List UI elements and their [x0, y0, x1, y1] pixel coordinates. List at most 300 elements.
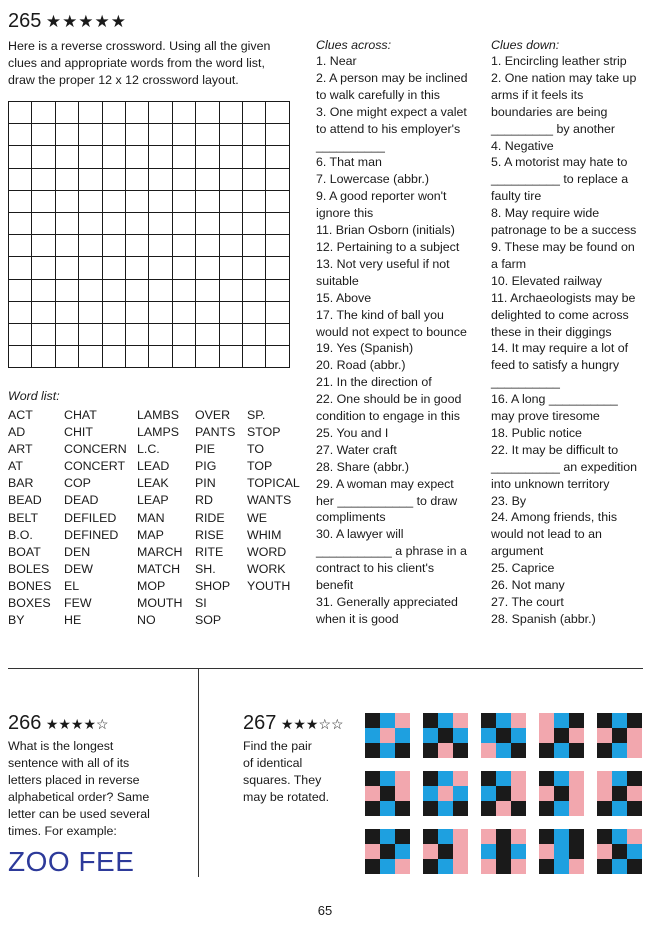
grid-cell[interactable] — [102, 124, 125, 146]
grid-cell[interactable] — [102, 279, 125, 301]
pattern-square[interactable] — [423, 713, 468, 758]
pattern-square[interactable] — [423, 771, 468, 816]
grid-cell[interactable] — [32, 279, 55, 301]
grid-cell[interactable] — [79, 323, 102, 345]
grid-cell[interactable] — [9, 212, 32, 234]
clue-item: 22. It may be difficult to __________ an expedition into unknown territory — [491, 442, 638, 491]
grid-cell[interactable] — [242, 190, 265, 212]
pattern-square[interactable] — [539, 713, 584, 758]
pattern-square[interactable] — [481, 713, 526, 758]
pattern-cell — [423, 771, 438, 786]
grid-cell[interactable] — [266, 146, 289, 168]
clue-item: 2. A person may be inclined to walk carefully in this — [316, 70, 468, 102]
grid-cell[interactable] — [242, 102, 265, 124]
clue-item: 24. Among friends, this would not lead to an argument — [491, 510, 618, 559]
grid-cell[interactable] — [9, 301, 32, 323]
word-list-item: BOAT — [8, 544, 41, 559]
grid-cell[interactable] — [196, 301, 219, 323]
pattern-cell — [539, 829, 554, 844]
pattern-cell — [481, 728, 496, 743]
pattern-square[interactable] — [539, 771, 584, 816]
pattern-cell — [511, 859, 526, 874]
word-list-item: FEW — [64, 596, 92, 611]
grid-cell[interactable] — [219, 146, 242, 168]
pattern-cell — [496, 743, 511, 758]
grid-cell[interactable] — [266, 124, 289, 146]
grid-cell[interactable] — [55, 212, 78, 234]
word-list-item: AD — [8, 425, 26, 440]
grid-cell[interactable] — [125, 146, 148, 168]
clue-item: 27. Water craft — [316, 442, 397, 457]
pattern-cell — [380, 713, 395, 728]
grid-cell[interactable] — [172, 146, 195, 168]
puzzle-266-header — [8, 712, 109, 735]
grid-cell[interactable] — [55, 279, 78, 301]
pattern-cell — [539, 844, 554, 859]
grid-cell[interactable] — [149, 235, 172, 257]
grid-cell[interactable] — [125, 190, 148, 212]
word-list-item: CONCERT — [64, 459, 126, 474]
pattern-cell — [423, 829, 438, 844]
grid-cell[interactable] — [9, 190, 32, 212]
clue-item: 28. Spanish (abbr.) — [491, 611, 596, 626]
grid-cell[interactable] — [172, 346, 195, 368]
grid-cell[interactable] — [172, 102, 195, 124]
pattern-square[interactable] — [365, 829, 410, 874]
pattern-cell — [438, 844, 453, 859]
pattern-cell — [539, 713, 554, 728]
grid-cell[interactable] — [55, 124, 78, 146]
grid-cell[interactable] — [102, 257, 125, 279]
grid-cell[interactable] — [219, 279, 242, 301]
pattern-cell — [395, 713, 410, 728]
clue-item: 3. One might expect a valet to attend to his employer's __________ — [316, 104, 467, 153]
grid-cell[interactable] — [32, 124, 55, 146]
word-list-item: COP — [64, 476, 91, 491]
word-list-column — [64, 407, 127, 629]
grid-cell[interactable] — [196, 323, 219, 345]
grid-cell[interactable] — [125, 102, 148, 124]
grid-cell[interactable] — [9, 323, 32, 345]
grid-cell[interactable] — [102, 190, 125, 212]
clue-item: 9. These may be found on a farm — [491, 239, 635, 271]
word-list-item: AT — [8, 459, 23, 474]
word-list-item: RITE — [195, 544, 224, 559]
grid-cell[interactable] — [219, 257, 242, 279]
grid-cell[interactable] — [196, 212, 219, 234]
clue-item: 6. That man — [316, 155, 382, 170]
grid-cell[interactable] — [242, 235, 265, 257]
grid-cell[interactable] — [9, 235, 32, 257]
puzzle-266-rating: ★★★★☆ — [45, 716, 109, 732]
word-list-item: MARCH — [137, 544, 183, 559]
grid-cell[interactable] — [242, 212, 265, 234]
pattern-square[interactable] — [365, 771, 410, 816]
pattern-cell — [554, 713, 569, 728]
grid-cell[interactable] — [242, 279, 265, 301]
pattern-cell — [438, 801, 453, 816]
grid-cell[interactable] — [172, 190, 195, 212]
grid-cell[interactable] — [196, 279, 219, 301]
pattern-cell — [627, 728, 642, 743]
word-list-item: CHIT — [64, 425, 93, 440]
pattern-cell — [612, 743, 627, 758]
pattern-cell — [612, 771, 627, 786]
grid-cell[interactable] — [102, 168, 125, 190]
text-line: Find the pair — [243, 739, 312, 753]
grid-cell[interactable] — [32, 323, 55, 345]
grid-cell[interactable] — [102, 102, 125, 124]
grid-cell[interactable] — [9, 146, 32, 168]
word-list-item: LEAP — [137, 493, 169, 508]
word-list-item: LAMPS — [137, 425, 180, 440]
grid-cell[interactable] — [102, 235, 125, 257]
pattern-square[interactable] — [539, 829, 584, 874]
grid-cell[interactable] — [55, 257, 78, 279]
pattern-cell — [365, 801, 380, 816]
word-list-item: ACT — [8, 408, 33, 422]
word-list-item: PANTS — [195, 425, 236, 440]
grid-cell[interactable] — [266, 279, 289, 301]
grid-cell[interactable] — [9, 102, 32, 124]
pattern-cell — [511, 844, 526, 859]
grid-cell[interactable] — [149, 346, 172, 368]
pattern-cell — [597, 743, 612, 758]
pattern-cell — [554, 743, 569, 758]
pattern-cell — [597, 771, 612, 786]
pattern-cell — [395, 786, 410, 801]
grid-row — [9, 212, 290, 234]
grid-cell[interactable] — [79, 146, 102, 168]
pattern-cell — [453, 801, 468, 816]
pattern-square[interactable] — [597, 713, 642, 758]
puzzle-267-text — [243, 738, 358, 806]
clue-item: 25. Caprice — [491, 561, 555, 576]
grid-cell[interactable] — [125, 323, 148, 345]
pattern-square[interactable] — [423, 829, 468, 874]
word-list-item: WORK — [247, 561, 286, 576]
grid-cell[interactable] — [172, 301, 195, 323]
grid-cell[interactable] — [32, 257, 55, 279]
grid-cell[interactable] — [219, 323, 242, 345]
pattern-cell — [627, 844, 642, 859]
word-list-item: BELT — [8, 510, 39, 525]
pattern-cell — [554, 771, 569, 786]
clue-item: 1. Near — [316, 54, 357, 68]
word-list-item: SH. — [195, 561, 216, 576]
grid-cell[interactable] — [219, 212, 242, 234]
grid-cell[interactable] — [9, 346, 32, 368]
grid-cell[interactable] — [172, 124, 195, 146]
pattern-cell — [597, 713, 612, 728]
grid-cell[interactable] — [79, 279, 102, 301]
pattern-cell — [380, 801, 395, 816]
grid-cell[interactable] — [172, 168, 195, 190]
grid-cell[interactable] — [196, 346, 219, 368]
grid-cell[interactable] — [149, 323, 172, 345]
grid-cell[interactable] — [266, 102, 289, 124]
pattern-cell — [453, 844, 468, 859]
grid-cell[interactable] — [242, 168, 265, 190]
grid-cell[interactable] — [9, 168, 32, 190]
grid-cell[interactable] — [172, 235, 195, 257]
pattern-cell — [612, 829, 627, 844]
grid-cell[interactable] — [219, 235, 242, 257]
pattern-cell — [453, 829, 468, 844]
grid-cell[interactable] — [79, 212, 102, 234]
clue-item: 15. Above — [316, 290, 372, 305]
grid-cell[interactable] — [149, 124, 172, 146]
word-list-item: BOXES — [8, 596, 51, 611]
grid-cell[interactable] — [79, 102, 102, 124]
grid-cell[interactable] — [266, 212, 289, 234]
grid-cell[interactable] — [9, 257, 32, 279]
grid-cell[interactable] — [266, 190, 289, 212]
grid-cell[interactable] — [79, 190, 102, 212]
word-list-item: TOPICAL — [247, 476, 300, 491]
intro-line: clues and appropriate words from the word list, — [8, 56, 265, 70]
pattern-cell — [395, 801, 410, 816]
grid-row — [9, 323, 290, 345]
pattern-cell — [453, 786, 468, 801]
grid-cell[interactable] — [266, 257, 289, 279]
word-list-item: RD — [195, 493, 213, 508]
clue-item: 30. A lawyer will ___________ a phrase in a contract to his client's benefit — [316, 527, 467, 593]
grid-cell[interactable] — [32, 235, 55, 257]
pattern-cell — [496, 713, 511, 728]
grid-cell[interactable] — [266, 323, 289, 345]
grid-cell[interactable] — [149, 279, 172, 301]
grid-cell[interactable] — [266, 346, 289, 368]
word-list-item: EL — [64, 578, 80, 593]
grid-cell[interactable] — [79, 168, 102, 190]
pattern-cell — [554, 859, 569, 874]
grid-cell[interactable] — [196, 102, 219, 124]
crossword-grid[interactable] — [8, 101, 290, 368]
pattern-cell — [423, 713, 438, 728]
pattern-cell — [453, 743, 468, 758]
grid-cell[interactable] — [266, 235, 289, 257]
clue-item: 19. Yes (Spanish) — [316, 341, 414, 356]
grid-cell[interactable] — [266, 301, 289, 323]
grid-cell[interactable] — [102, 146, 125, 168]
grid-cell[interactable] — [9, 279, 32, 301]
word-list-item: WE — [247, 510, 267, 525]
grid-cell[interactable] — [102, 301, 125, 323]
grid-cell[interactable] — [172, 257, 195, 279]
puzzle-265-number: 265 — [8, 10, 42, 32]
grid-cell[interactable] — [172, 212, 195, 234]
grid-cell[interactable] — [219, 301, 242, 323]
clue-item: 21. In the direction of — [316, 375, 432, 390]
clue-item: 17. The kind of ball you would not expect to bounce — [316, 307, 467, 339]
page-number: 65 — [317, 903, 333, 918]
grid-cell[interactable] — [55, 323, 78, 345]
pattern-cell — [511, 743, 526, 758]
word-list-item: PIN — [195, 476, 216, 491]
grid-cell[interactable] — [32, 346, 55, 368]
example-sentence: ZOO FEE — [8, 846, 135, 877]
pattern-cell — [423, 786, 438, 801]
grid-cell[interactable] — [55, 301, 78, 323]
grid-cell[interactable] — [55, 146, 78, 168]
grid-cell[interactable] — [196, 146, 219, 168]
pattern-cell — [597, 728, 612, 743]
pattern-square[interactable] — [597, 771, 642, 816]
grid-cell[interactable] — [196, 124, 219, 146]
clue-item: 4. Negative — [491, 138, 554, 153]
pattern-cell — [627, 829, 642, 844]
grid-cell[interactable] — [55, 102, 78, 124]
grid-cell[interactable] — [55, 346, 78, 368]
clue-item: 8. May require wide patronage to be a success — [491, 206, 637, 238]
pattern-cell — [612, 786, 627, 801]
pattern-cell — [569, 743, 584, 758]
pattern-cell — [511, 801, 526, 816]
grid-cell[interactable] — [32, 190, 55, 212]
word-list-item: LEAK — [137, 476, 169, 491]
grid-cell[interactable] — [125, 346, 148, 368]
grid-cell[interactable] — [266, 168, 289, 190]
grid-cell[interactable] — [149, 212, 172, 234]
pattern-cell — [511, 713, 526, 728]
grid-cell[interactable] — [242, 323, 265, 345]
grid-cell[interactable] — [196, 190, 219, 212]
column-divider — [198, 669, 199, 877]
intro-line: Here is a reverse crossword. Using all the given — [8, 39, 271, 53]
grid-cell[interactable] — [149, 102, 172, 124]
grid-cell[interactable] — [219, 124, 242, 146]
grid-cell[interactable] — [55, 190, 78, 212]
grid-cell[interactable] — [196, 168, 219, 190]
section-divider — [8, 668, 643, 669]
pattern-cell — [612, 728, 627, 743]
grid-cell[interactable] — [149, 301, 172, 323]
grid-cell[interactable] — [55, 235, 78, 257]
grid-cell[interactable] — [79, 346, 102, 368]
pattern-cell — [627, 713, 642, 728]
grid-cell[interactable] — [125, 168, 148, 190]
pattern-cell — [539, 801, 554, 816]
grid-cell[interactable] — [242, 257, 265, 279]
grid-cell[interactable] — [79, 124, 102, 146]
word-list-item: B.O. — [8, 527, 33, 542]
word-list-item: RIDE — [195, 510, 225, 525]
pattern-square[interactable] — [481, 771, 526, 816]
grid-cell[interactable] — [125, 212, 148, 234]
text-line: squares. They — [243, 773, 322, 788]
grid-cell[interactable] — [125, 279, 148, 301]
pattern-cell — [597, 844, 612, 859]
grid-cell[interactable] — [196, 257, 219, 279]
grid-cell[interactable] — [102, 346, 125, 368]
clue-item: 18. Public notice — [491, 425, 582, 440]
grid-cell[interactable] — [242, 146, 265, 168]
grid-cell[interactable] — [219, 346, 242, 368]
clue-item: 23. By — [491, 493, 527, 508]
grid-cell[interactable] — [125, 235, 148, 257]
word-list-item: BOLES — [8, 561, 50, 576]
pattern-cell — [612, 844, 627, 859]
word-list-item: BONES — [8, 578, 52, 593]
grid-cell[interactable] — [102, 212, 125, 234]
word-list-item: DEFILED — [64, 510, 117, 525]
pattern-cell — [365, 728, 380, 743]
puzzle-267-rating: ★★★☆☆ — [280, 716, 344, 732]
grid-cell[interactable] — [149, 146, 172, 168]
grid-cell[interactable] — [172, 323, 195, 345]
pattern-cell — [569, 786, 584, 801]
grid-cell[interactable] — [79, 235, 102, 257]
grid-cell[interactable] — [32, 301, 55, 323]
pattern-square[interactable] — [481, 829, 526, 874]
pattern-cell — [627, 786, 642, 801]
grid-cell[interactable] — [79, 301, 102, 323]
grid-cell[interactable] — [149, 257, 172, 279]
pattern-cell — [423, 801, 438, 816]
pattern-cell — [481, 743, 496, 758]
pattern-cell — [395, 859, 410, 874]
grid-cell[interactable] — [219, 190, 242, 212]
grid-cell[interactable] — [219, 168, 242, 190]
pattern-square[interactable] — [365, 713, 410, 758]
grid-cell[interactable] — [125, 301, 148, 323]
word-list-label: Word list: — [8, 389, 60, 403]
grid-cell[interactable] — [196, 235, 219, 257]
word-list-item: TOP — [247, 459, 273, 474]
pattern-square[interactable] — [597, 829, 642, 874]
word-list-column — [8, 407, 51, 629]
word-list-item: ART — [8, 442, 33, 457]
pattern-cell — [612, 801, 627, 816]
grid-cell[interactable] — [149, 168, 172, 190]
word-list-item: BAR — [8, 476, 34, 491]
pattern-cell — [627, 743, 642, 758]
grid-cell[interactable] — [102, 323, 125, 345]
grid-row — [9, 190, 290, 212]
grid-cell[interactable] — [242, 301, 265, 323]
pattern-cell — [627, 801, 642, 816]
grid-cell[interactable] — [32, 212, 55, 234]
text-line: letters placed in reverse — [8, 773, 140, 788]
grid-cell[interactable] — [32, 146, 55, 168]
grid-cell[interactable] — [172, 279, 195, 301]
word-list-column — [137, 407, 182, 629]
grid-cell[interactable] — [125, 257, 148, 279]
grid-cell[interactable] — [242, 124, 265, 146]
grid-cell[interactable] — [32, 168, 55, 190]
grid-cell[interactable] — [9, 124, 32, 146]
pattern-cell — [395, 728, 410, 743]
text-line: letter can be used several — [8, 807, 150, 822]
puzzle-265-intro — [8, 38, 308, 89]
pattern-cell — [597, 786, 612, 801]
grid-cell[interactable] — [79, 257, 102, 279]
clues-down-list — [491, 53, 646, 628]
pattern-cell — [365, 713, 380, 728]
grid-row — [9, 235, 290, 257]
clue-item: 2. One nation may take up arms if it feels its boundaries are being _________ by another — [491, 70, 637, 136]
grid-cell[interactable] — [55, 168, 78, 190]
grid-cell[interactable] — [149, 190, 172, 212]
grid-cell[interactable] — [32, 102, 55, 124]
grid-cell[interactable] — [242, 346, 265, 368]
pattern-cell — [365, 771, 380, 786]
grid-cell[interactable] — [125, 124, 148, 146]
pattern-cell — [496, 844, 511, 859]
clue-item: 28. Share (abbr.) — [316, 459, 409, 474]
grid-cell[interactable] — [219, 102, 242, 124]
